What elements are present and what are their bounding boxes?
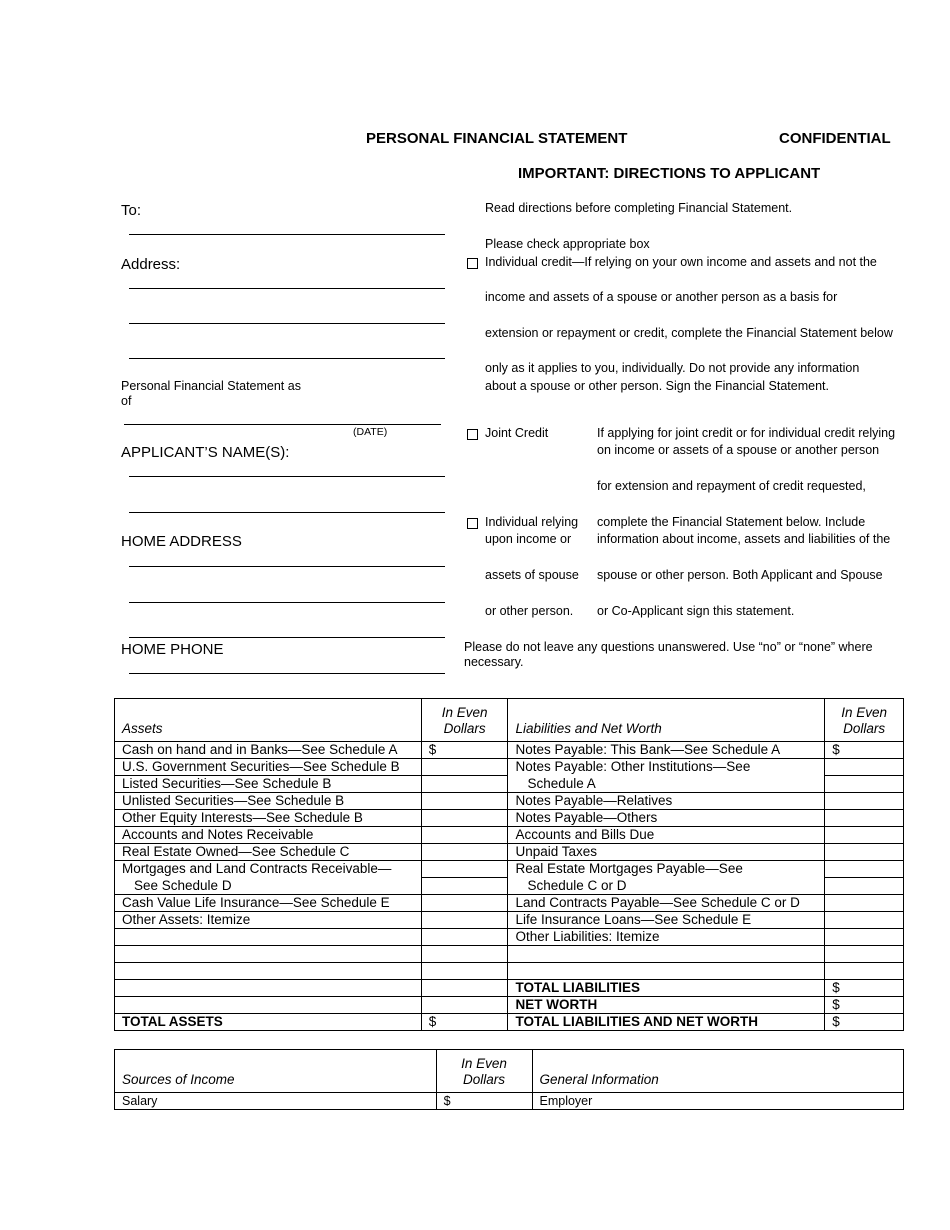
asset-label: Real Estate Owned—See Schedule C <box>115 844 422 861</box>
asset-itemize-cell[interactable] <box>115 963 422 980</box>
table-row <box>115 980 904 997</box>
individual-credit-line-3: extension or repayment or credit, complete the Financial Statement below <box>485 326 893 340</box>
liability-itemize-cell[interactable] <box>508 946 825 963</box>
table-row <box>115 844 904 861</box>
liability-amount-cell[interactable] <box>825 895 904 912</box>
individual-credit-checkbox[interactable] <box>467 258 478 269</box>
sources-of-income-header: Sources of Income <box>115 1050 437 1093</box>
assets-header: Assets <box>115 699 422 742</box>
liability-label: Notes Payable: Other Institutions—See <box>508 759 825 776</box>
address-label: Address: <box>121 256 181 273</box>
liability-label: Unpaid Taxes <box>508 844 825 861</box>
net-worth-label: NET WORTH <box>508 997 825 1014</box>
total-assets-label: TOTAL ASSETS <box>115 1014 422 1031</box>
income-table <box>114 1049 904 1110</box>
joint-text-line-7: or Co-Applicant sign this statement. <box>597 604 795 618</box>
relying-label-2: upon income or <box>485 532 572 546</box>
read-directions-text: Read directions before completing Financial Statement. <box>485 201 793 215</box>
table-row <box>115 759 904 776</box>
joint-credit-label: Joint Credit <box>485 426 549 440</box>
total-assets-amount[interactable]: $ <box>421 1014 508 1031</box>
asset-amount-cell[interactable] <box>421 861 508 878</box>
address-field-3[interactable] <box>129 358 445 359</box>
home-address-field-3[interactable] <box>129 637 445 638</box>
liability-amount-cell[interactable]: $ <box>825 742 904 759</box>
liability-amount-cell[interactable] <box>825 929 904 946</box>
liability-itemize-cell[interactable] <box>508 963 825 980</box>
asset-amount-cell[interactable] <box>421 895 508 912</box>
liabilities-header: Liabilities and Net Worth <box>508 699 825 742</box>
individual-credit-line-5: about a spouse or other person. Sign the Financial Statement. <box>485 379 829 393</box>
asset-itemize-cell[interactable] <box>115 980 422 997</box>
table-row <box>115 827 904 844</box>
joint-text-line-2: on income or assets of a spouse or another person <box>597 443 880 457</box>
asset-label: Cash Value Life Insurance—See Schedule E <box>115 895 422 912</box>
liability-label: Accounts and Bills Due <box>508 827 825 844</box>
page-title: PERSONAL FINANCIAL STATEMENT <box>366 130 628 147</box>
asset-label: Unlisted Securities—See Schedule B <box>115 793 422 810</box>
table-row <box>115 742 904 759</box>
individual-credit-line-4: only as it applies to you, individually. Do not provide any information <box>485 361 860 375</box>
applicant-names-label: APPLICANT’S NAME(S): <box>121 444 290 461</box>
liability-amount-cell[interactable] <box>825 912 904 929</box>
table-row <box>115 997 904 1014</box>
table-row <box>115 1014 904 1031</box>
balance-header-row <box>115 699 904 742</box>
table-row <box>115 861 904 878</box>
home-address-field-1[interactable] <box>129 566 445 567</box>
home-address-label: HOME ADDRESS <box>121 533 242 550</box>
address-field-1[interactable] <box>129 288 445 289</box>
asset-amount-cell[interactable]: $ <box>421 742 508 759</box>
joint-text-line-3: for extension and repayment of credit requested, <box>597 479 866 493</box>
individual-relying-checkbox[interactable] <box>467 518 478 529</box>
individual-credit-line-2: income and assets of a spouse or another person as a basis for <box>485 290 838 304</box>
liability-amount-cell[interactable] <box>825 827 904 844</box>
joint-credit-checkbox[interactable] <box>467 429 478 440</box>
liability-amount-cell[interactable] <box>825 776 904 793</box>
asset-amount-cell[interactable] <box>421 810 508 827</box>
asset-label: Cash on hand and in Banks—See Schedule A <box>115 742 422 759</box>
liability-label: Notes Payable—Relatives <box>508 793 825 810</box>
liability-amount-cell[interactable] <box>825 861 904 878</box>
applicant-name-field-1[interactable] <box>129 476 445 477</box>
income-amount-header: In Even Dollars <box>436 1050 532 1093</box>
net-worth-amount[interactable]: $ <box>825 997 904 1014</box>
statement-as-of-label: Personal Financial Statement as of <box>121 379 301 408</box>
liability-label: Real Estate Mortgages Payable—See <box>508 861 825 878</box>
asset-itemize-cell[interactable] <box>115 946 422 963</box>
liability-label: Notes Payable—Others <box>508 810 825 827</box>
total-liabilities-label: TOTAL LIABILITIES <box>508 980 825 997</box>
home-phone-label: HOME PHONE <box>121 641 224 658</box>
asset-amount-cell[interactable] <box>421 793 508 810</box>
liabilities-amount-header: In Even Dollars <box>825 699 904 742</box>
date-caption: (DATE) <box>353 426 388 438</box>
home-address-field-2[interactable] <box>129 602 445 603</box>
home-phone-field[interactable] <box>129 673 445 674</box>
asset-label: Other Equity Interests—See Schedule B <box>115 810 422 827</box>
asset-amount-cell[interactable] <box>421 827 508 844</box>
table-row <box>115 810 904 827</box>
asset-label: Mortgages and Land Contracts Receivable— <box>115 861 422 878</box>
liability-label: Other Liabilities: Itemize <box>508 929 825 946</box>
asset-label: Accounts and Notes Receivable <box>115 827 422 844</box>
liability-amount-cell[interactable] <box>825 793 904 810</box>
asset-label: U.S. Government Securities—See Schedule B <box>115 759 422 776</box>
relying-label-4: or other person. <box>485 604 574 618</box>
no-blank-instruction: Please do not leave any questions unanswered. Use “no” or “none” where necessary. <box>464 640 873 669</box>
table-row <box>115 1093 904 1110</box>
asset-itemize-cell[interactable] <box>115 997 422 1014</box>
asset-amount-cell[interactable] <box>421 776 508 793</box>
to-label: To: <box>121 202 142 219</box>
salary-amount[interactable]: $ <box>436 1093 532 1110</box>
asset-amount-cell[interactable] <box>421 929 508 946</box>
liability-amount-cell[interactable] <box>825 759 904 776</box>
relying-label-3: assets of spouse <box>485 568 579 582</box>
joint-text-line-4: complete the Financial Statement below. Include <box>597 515 866 529</box>
table-row <box>115 963 904 980</box>
asset-amount-cell[interactable] <box>421 759 508 776</box>
address-field-2[interactable] <box>129 323 445 324</box>
asset-label: Listed Securities—See Schedule B <box>115 776 422 793</box>
liability-amount-cell[interactable] <box>825 946 904 963</box>
employer-label: Employer <box>532 1093 904 1110</box>
asset-amount-cell[interactable] <box>421 878 508 895</box>
asset-amount-cell[interactable] <box>421 980 508 997</box>
liability-amount-cell[interactable] <box>825 844 904 861</box>
table-row <box>115 878 904 895</box>
total-liabilities-net-worth-label: TOTAL LIABILITIES AND NET WORTH <box>508 1014 825 1031</box>
check-box-instruction: Please check appropriate box <box>485 237 650 251</box>
relying-label-1: Individual relying <box>485 515 579 529</box>
salary-label: Salary <box>115 1093 437 1110</box>
liability-label: Schedule A <box>508 776 825 793</box>
asset-amount-cell[interactable] <box>421 963 508 980</box>
liability-amount-cell[interactable] <box>825 810 904 827</box>
asset-amount-cell[interactable] <box>421 912 508 929</box>
asset-label: See Schedule D <box>115 878 422 895</box>
individual-credit-line-1: Individual credit—If relying on your own income and assets and not the <box>485 255 877 269</box>
joint-text-line-6: spouse or other person. Both Applicant and Spouse <box>597 568 883 582</box>
table-row <box>115 929 904 946</box>
table-row <box>115 776 904 793</box>
asset-label: Other Assets: Itemize <box>115 912 422 929</box>
joint-text-line-1: If applying for joint credit or for individual credit relying <box>597 426 896 440</box>
liability-label: Land Contracts Payable—See Schedule C or D <box>508 895 825 912</box>
asset-amount-cell[interactable] <box>421 997 508 1014</box>
assets-amount-header: In Even Dollars <box>421 699 508 742</box>
income-header-row <box>115 1050 904 1093</box>
asset-itemize-cell[interactable] <box>115 929 422 946</box>
table-row <box>115 946 904 963</box>
applicant-name-field-2[interactable] <box>129 512 445 513</box>
confidential-label: CONFIDENTIAL <box>779 130 891 147</box>
directions-heading: IMPORTANT: DIRECTIONS TO APPLICANT <box>518 165 821 182</box>
liability-label: Life Insurance Loans—See Schedule E <box>508 912 825 929</box>
liability-amount-cell[interactable] <box>825 878 904 895</box>
table-row <box>115 895 904 912</box>
table-row <box>115 912 904 929</box>
total-liabilities-net-worth-amount[interactable]: $ <box>825 1014 904 1031</box>
date-field[interactable] <box>124 424 441 425</box>
balance-sheet-table <box>114 698 904 1031</box>
table-row <box>115 793 904 810</box>
joint-text-line-5: information about income, assets and liabilities of the <box>597 532 891 546</box>
total-liabilities-amount[interactable]: $ <box>825 980 904 997</box>
asset-amount-cell[interactable] <box>421 946 508 963</box>
liability-label: Schedule C or D <box>508 878 825 895</box>
liability-label: Notes Payable: This Bank—See Schedule A <box>508 742 825 759</box>
liability-amount-cell[interactable] <box>825 963 904 980</box>
to-field[interactable] <box>129 234 445 235</box>
general-information-header: General Information <box>532 1050 904 1093</box>
asset-amount-cell[interactable] <box>421 844 508 861</box>
